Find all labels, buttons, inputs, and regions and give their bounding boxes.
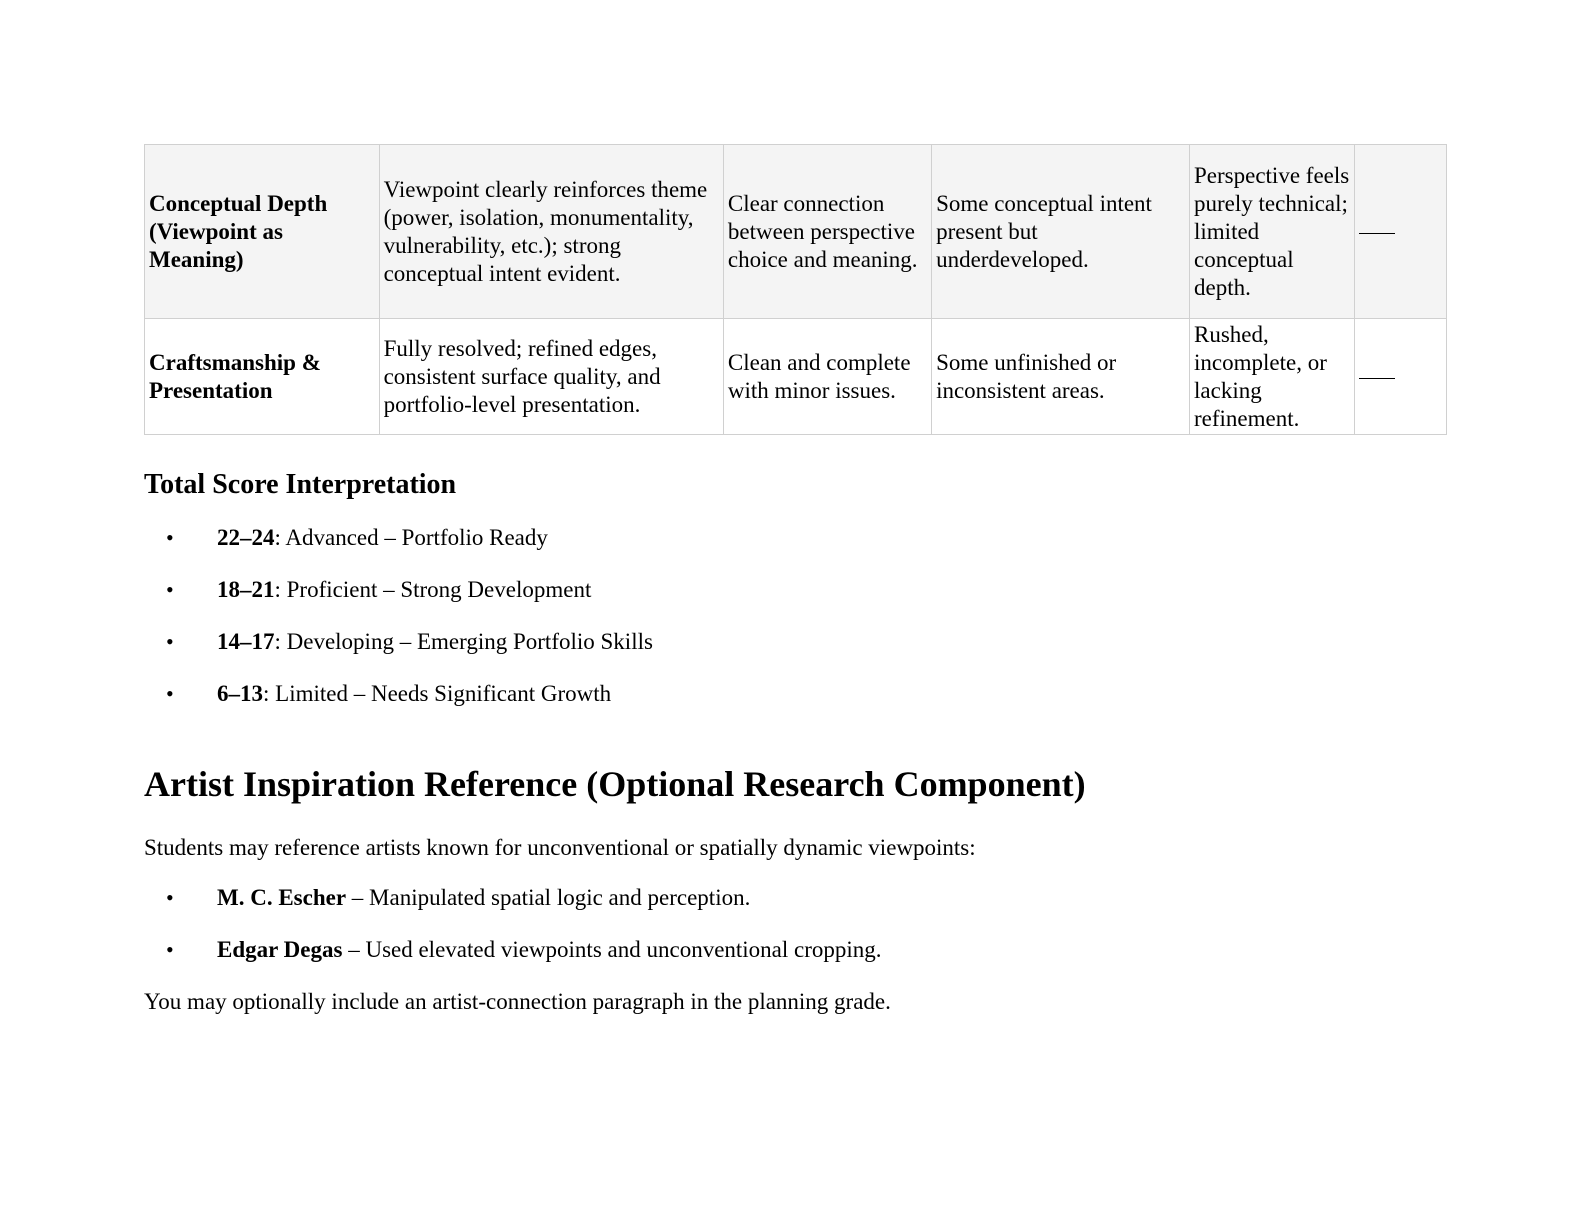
limited-cell: Rushed, incomplete, or lacking refinement.: [1190, 319, 1355, 435]
advanced-cell: Viewpoint clearly reinforces theme (power, isolation, monumentality, vulnerability, etc.); strong conceptual intent evident.: [379, 145, 723, 319]
artist-reference-intro: Students may reference artists known for unconventional or spatially dynamic viewpoints:: [144, 835, 976, 860]
rubric-row-craftsmanship: [145, 319, 1447, 435]
score-description: : Proficient – Strong Development: [274, 577, 592, 602]
score-range: 14–17: [217, 629, 275, 654]
artist-description: – Manipulated spatial logic and perception.: [346, 885, 751, 910]
bullet-icon: •: [166, 885, 174, 910]
score-interpretation-list: [144, 524, 653, 732]
advanced-cell: Fully resolved; refined edges, consistent surface quality, and portfolio-level presentation.: [379, 319, 723, 435]
score-range: 6–13: [217, 681, 263, 706]
score-description: : Limited – Needs Significant Growth: [263, 681, 612, 706]
list-item: [144, 524, 653, 576]
score-blank-line: [1359, 232, 1395, 234]
list-item: [144, 680, 653, 732]
limited-cell: Perspective feels purely technical; limited conceptual depth.: [1190, 145, 1355, 319]
list-item: [144, 576, 653, 628]
list-item: [144, 628, 653, 680]
score-interpretation-heading: Total Score Interpretation: [144, 469, 457, 500]
artist-name: Edgar Degas: [217, 937, 343, 962]
bullet-icon: •: [166, 681, 174, 706]
bullet-icon: •: [166, 577, 174, 602]
developing-cell: Some conceptual intent present but underdeveloped.: [932, 145, 1190, 319]
list-item: [144, 936, 882, 988]
artist-list: [144, 884, 882, 988]
score-range: 18–21: [217, 577, 275, 602]
artist-description: – Used elevated viewpoints and unconventional cropping.: [342, 937, 882, 962]
rubric-table: [144, 144, 1447, 435]
bullet-icon: •: [166, 937, 174, 962]
rubric-row-conceptual-depth: [145, 145, 1447, 319]
score-blank-line: [1359, 377, 1395, 379]
artist-reference-outro: You may optionally include an artist-connection paragraph in the planning grade.: [144, 989, 891, 1014]
artist-name: M. C. Escher: [217, 885, 347, 910]
bullet-icon: •: [166, 525, 174, 550]
score-cell: [1354, 145, 1446, 319]
developing-cell: Some unfinished or inconsistent areas.: [932, 319, 1190, 435]
score-description: : Developing – Emerging Portfolio Skills: [274, 629, 653, 654]
score-cell: [1354, 319, 1446, 435]
criterion-cell: Conceptual Depth (Viewpoint as Meaning): [145, 145, 380, 319]
artist-reference-heading: Artist Inspiration Reference (Optional Research Component): [144, 764, 1086, 804]
list-item: [144, 884, 882, 936]
proficient-cell: Clean and complete with minor issues.: [723, 319, 931, 435]
proficient-cell: Clear connection between perspective choice and meaning.: [723, 145, 931, 319]
score-range: 22–24: [217, 525, 275, 550]
score-description: : Advanced – Portfolio Ready: [274, 525, 548, 550]
criterion-cell: Craftsmanship & Presentation: [145, 319, 380, 435]
bullet-icon: •: [166, 629, 174, 654]
